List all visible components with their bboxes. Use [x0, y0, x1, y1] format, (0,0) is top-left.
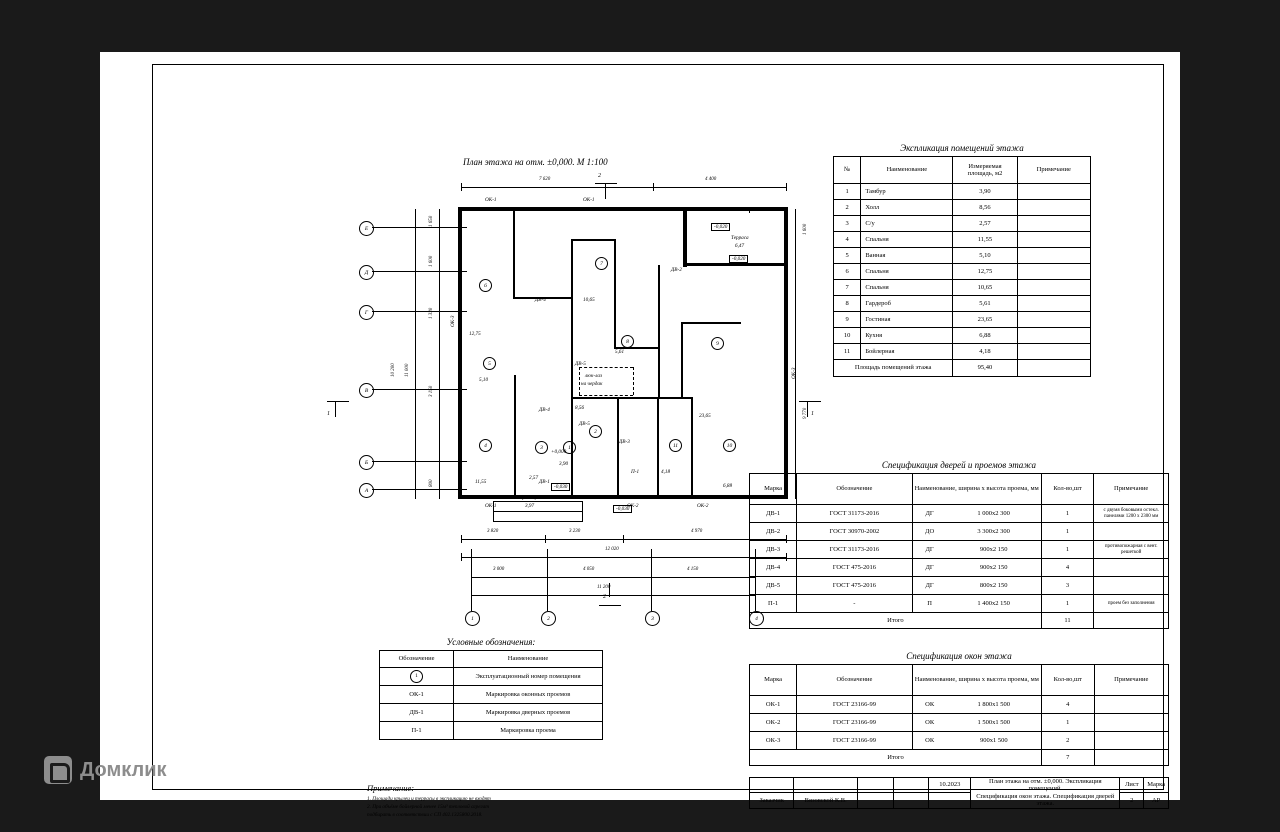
- legend-symbol: [380, 668, 454, 686]
- spec-mark: П-1: [750, 595, 797, 613]
- spec-note: [1094, 696, 1168, 714]
- section-mark-top: 2: [598, 173, 601, 179]
- room-area-4: 11,55: [475, 479, 487, 485]
- room-area-6: 12,75: [469, 331, 481, 337]
- legend-row: [380, 722, 603, 740]
- room-number: 10: [834, 328, 861, 344]
- col-note: Примечание: [1017, 157, 1090, 184]
- stamp-empty-5: [858, 793, 894, 808]
- room-note: [1017, 264, 1090, 280]
- level-mark-plus-zero: +0,000: [551, 449, 567, 455]
- bottom-dim-r1-3: 4 970: [691, 529, 703, 534]
- col-qty: Кол-во,шт: [1041, 474, 1094, 505]
- col-name: Наименование: [454, 651, 603, 668]
- room-note: [1017, 184, 1090, 200]
- room-area: 8,56: [953, 200, 1017, 216]
- room-note: [1017, 200, 1090, 216]
- spec-note: проем без заполнения: [1094, 595, 1169, 613]
- axis-marker-E: Е: [359, 221, 374, 236]
- table-row: [834, 296, 1091, 312]
- spec-standard: ГОСТ 23166-99: [797, 696, 912, 714]
- attic-hatch-sublabel: на чердак: [581, 381, 603, 387]
- table-total-row: [834, 360, 1091, 377]
- stamp-empty-2: [794, 778, 858, 793]
- table-row: [834, 184, 1091, 200]
- spec-size: [912, 732, 1041, 750]
- spec-size-value: 900х2 150: [979, 545, 1008, 553]
- spec-size-type: ДО: [925, 527, 935, 535]
- spec-mark: ОК-1: [750, 696, 797, 714]
- axis-marker-A: А: [359, 483, 374, 498]
- room-name: Холл: [861, 200, 953, 216]
- windows-spec-table: [749, 664, 1169, 766]
- stamp-title-line2: Спецификация окон этажа. Спецификация дверей этажа.: [976, 792, 1115, 808]
- table-row: [834, 248, 1091, 264]
- legend-name: Маркировка проема: [454, 722, 603, 740]
- stamp-customer-label: Заказчик: [750, 793, 794, 808]
- spec-size-type: ДГ: [925, 545, 934, 553]
- room-number: 2: [834, 200, 861, 216]
- spec-standard: ГОСТ 475-2016: [797, 577, 912, 595]
- spec-mark: ОК-3: [750, 732, 797, 750]
- spec-size-type: ОК: [925, 736, 935, 744]
- explication-title: Экспликация помещений этажа: [900, 143, 1024, 153]
- table-header-row: [750, 474, 1169, 505]
- section-mark-left: 1: [327, 411, 330, 417]
- total-qty: 11: [1041, 613, 1094, 629]
- room-name: Бойлерная: [861, 344, 953, 360]
- room-area-7: 10,65: [583, 297, 595, 303]
- room-number: 6: [834, 264, 861, 280]
- col-number: №: [834, 157, 861, 184]
- spec-size: [912, 577, 1041, 595]
- legend-symbol-circle: 1: [410, 670, 423, 683]
- explication-table: [833, 156, 1091, 377]
- window-mark-ok3-c: ОК-2: [627, 503, 639, 509]
- spec-qty: 1: [1041, 505, 1094, 523]
- room-area-5: 5,10: [479, 377, 489, 383]
- room-name: Кухня: [861, 328, 953, 344]
- col-note: Примечание: [1094, 474, 1169, 505]
- window-mark-ok1-b: ОК-1: [583, 197, 595, 203]
- room-area-3: 2,57: [529, 475, 539, 481]
- room-name: Тамбур: [861, 184, 953, 200]
- legend-symbol: П-1: [380, 722, 454, 740]
- spec-standard: ГОСТ 31173-2016: [797, 505, 912, 523]
- bottom-dim-r3-3: 4 150: [687, 567, 699, 572]
- stamp-empty-3: [858, 778, 894, 793]
- terrace-label: Терраса: [731, 235, 749, 241]
- axis-marker-G: Г: [359, 305, 374, 320]
- top-dim-1: 7 620: [539, 177, 551, 182]
- total-label: Итого: [750, 613, 1042, 629]
- room-area: 2,57: [953, 216, 1017, 232]
- bottom-dim-r2-1: 12 020: [605, 547, 619, 552]
- table-row: [834, 216, 1091, 232]
- window-mark-ok3-a: ОК-3: [450, 315, 456, 327]
- room-number-3: 3: [535, 441, 548, 454]
- room-area: 11,55: [953, 232, 1017, 248]
- room-number-6: 6: [479, 279, 492, 292]
- bottom-dim-r1-2: 3 230: [569, 529, 581, 534]
- spec-note: [1094, 732, 1168, 750]
- col-mark: Марка: [750, 474, 797, 505]
- table-row: [750, 577, 1169, 595]
- room-number-8: 8: [621, 335, 634, 348]
- spec-note: [1094, 714, 1168, 732]
- room-number-1: 1: [563, 441, 576, 454]
- table-row: [834, 280, 1091, 296]
- title-block: [749, 777, 1169, 809]
- spec-qty: 1: [1041, 541, 1094, 559]
- left-dim-total-1: 11 000: [405, 363, 410, 377]
- spec-size-type: ОК: [925, 700, 935, 708]
- stamp-title: [971, 778, 1120, 809]
- room-name: Гардероб: [861, 296, 953, 312]
- room-area-8: 5,61: [615, 349, 625, 355]
- room-note: [1017, 328, 1090, 344]
- window-mark-ok3-b: ОК-3: [791, 367, 797, 379]
- spec-size-type: П: [927, 599, 932, 607]
- window-mark-ok1-c: ОК-1: [485, 503, 497, 509]
- note-line-2: 2. При объёме бойлерной менее 15м³ тепловой агрегат: [367, 803, 489, 810]
- col-size: Наименование, ширина х высота проема, мм: [912, 665, 1041, 696]
- level-mark-minus-030b: -0,030: [613, 505, 632, 513]
- room-name: Гостиная: [861, 312, 953, 328]
- table-header-row: [380, 651, 603, 668]
- spec-note: [1094, 577, 1169, 595]
- spec-mark: ОК-2: [750, 714, 797, 732]
- door-mark-dv3: ДВ-3: [619, 439, 630, 445]
- room-area-2: 8,56: [575, 405, 585, 411]
- col-standard: Обозначение: [797, 474, 912, 505]
- legend-name: Маркировка оконных проемов: [454, 686, 603, 704]
- stamp-mark-label: Марка: [1144, 778, 1169, 793]
- legend-row: [380, 686, 603, 704]
- total-note: [1094, 613, 1169, 629]
- room-number: 9: [834, 312, 861, 328]
- sheet-frame: [152, 64, 1166, 818]
- spec-qty: 1: [1041, 714, 1094, 732]
- spec-qty: 4: [1041, 559, 1094, 577]
- spec-size: [912, 595, 1041, 613]
- bottom-dim-r4-1: 11 200: [597, 585, 611, 590]
- room-number: 4: [834, 232, 861, 248]
- windows-spec-block: [749, 651, 1169, 766]
- table-row: [834, 328, 1091, 344]
- left-dim-1: 1 650: [429, 215, 434, 227]
- spec-note: с двумя боковыми остекл. панелями 1200 х 2300 мм: [1094, 505, 1169, 523]
- spec-qty: 2: [1041, 732, 1094, 750]
- left-dim-3: 1 330: [429, 307, 434, 319]
- axis-marker-4: 4: [749, 611, 764, 626]
- spec-size-type: ОК: [925, 718, 935, 726]
- spec-note: [1094, 559, 1169, 577]
- room-number-5: 5: [483, 357, 496, 370]
- col-size: Наименование, ширина х высота проема, мм: [912, 474, 1041, 505]
- door-mark-dv1: ДВ-1: [539, 479, 550, 485]
- note-block: [367, 783, 627, 819]
- spec-standard: ГОСТ 23166-99: [797, 714, 912, 732]
- col-standard: Обозначение: [797, 665, 912, 696]
- room-note: [1017, 280, 1090, 296]
- windows-spec-title: Спецификация окон этажа: [906, 651, 1012, 661]
- door-mark-dv5-b: ДВ-5: [579, 421, 590, 427]
- legend-row: [380, 704, 603, 722]
- stamp-empty-6: [893, 793, 929, 808]
- section-mark-bottom: 2: [603, 594, 606, 600]
- spec-size-value: 3 300х2 300: [977, 527, 1010, 535]
- left-dim-2: 1 600: [429, 255, 434, 267]
- room-number-2: 2: [589, 425, 602, 438]
- axis-marker-B: Б: [359, 455, 374, 470]
- spec-size-type: ДГ: [925, 563, 934, 571]
- spec-standard: ГОСТ 23166-99: [797, 732, 912, 750]
- level-mark-minus-030a: -0,030: [551, 483, 570, 491]
- room-area: 10,65: [953, 280, 1017, 296]
- spec-size: [912, 541, 1041, 559]
- spec-size-value: 1 500х1 500: [977, 718, 1011, 726]
- room-area-11: 4,18: [661, 469, 671, 475]
- room-number: 3: [834, 216, 861, 232]
- spec-size-value: 900х2 150: [979, 563, 1008, 571]
- stamp-mark-value: АР: [1144, 793, 1169, 808]
- axis-marker-V: В: [359, 383, 374, 398]
- room-name: Ванная: [861, 248, 953, 264]
- col-name: Наименование: [861, 157, 953, 184]
- title-block-table: [749, 777, 1169, 809]
- spec-size: [912, 505, 1041, 523]
- note-line-3: подбирать в соответствии с СП 402.1325800.2018.: [367, 811, 483, 818]
- terrace-area: 6,47: [735, 243, 745, 249]
- legend-symbol: ДВ-1: [380, 704, 454, 722]
- spec-size-value: 800х2 150: [979, 581, 1008, 589]
- total-label: Площадь помещений этажа: [834, 360, 953, 377]
- col-area: Измеряемая площадь, м2: [953, 157, 1017, 184]
- room-area: 3,90: [953, 184, 1017, 200]
- spec-size-value: 900х1 500: [979, 736, 1008, 744]
- spec-mark: ДВ-1: [750, 505, 797, 523]
- table-row: [750, 559, 1169, 577]
- table-total-row: [750, 750, 1169, 766]
- total-label: Итого: [750, 750, 1042, 766]
- axis-marker-1: 1: [465, 611, 480, 626]
- room-number-4: 4: [479, 439, 492, 452]
- room-area: 6,88: [953, 328, 1017, 344]
- door-mark-dv5-a: ДВ-5: [575, 361, 586, 367]
- col-mark: Марка: [750, 665, 797, 696]
- spec-size-type: ДГ: [925, 509, 934, 517]
- legend-symbol: ОК-1: [380, 686, 454, 704]
- level-mark-minus-020a: -0,020: [711, 223, 730, 231]
- right-dim-2: 9 770: [803, 407, 808, 419]
- spec-size-value: 1 800х1 500: [977, 700, 1011, 708]
- stamp-row-top: [750, 778, 1169, 793]
- spec-qty: 1: [1041, 595, 1094, 613]
- spec-size: [912, 559, 1041, 577]
- section-mark-right: 1: [811, 411, 814, 417]
- room-name: Спальня: [861, 280, 953, 296]
- top-dim-2: 4 400: [705, 177, 717, 182]
- room-area-9: 23,65: [699, 413, 711, 419]
- porch-label: Крыльцо: [519, 495, 539, 501]
- room-number: 5: [834, 248, 861, 264]
- watermark-text: Домклик: [80, 758, 167, 781]
- doors-spec-table: [749, 473, 1169, 629]
- table-row: [750, 696, 1169, 714]
- stamp-sheet-label: Лист: [1120, 778, 1144, 793]
- doors-spec-block: [749, 460, 1169, 629]
- spec-size: [912, 714, 1041, 732]
- stamp-empty-7: [929, 793, 971, 808]
- room-area: 5,61: [953, 296, 1017, 312]
- right-dim-1: 1 600: [803, 223, 808, 235]
- domclick-logo-icon: [44, 756, 72, 784]
- room-name: Спальня: [861, 232, 953, 248]
- room-note: [1017, 232, 1090, 248]
- level-mark-minus-020b: -0,020: [729, 255, 748, 263]
- spec-mark: ДВ-2: [750, 523, 797, 541]
- plan-title: План этажа на отм. ±0,000. М 1:100: [463, 157, 608, 167]
- spec-size: [912, 523, 1041, 541]
- table-row: [750, 714, 1169, 732]
- stamp-empty-1: [750, 778, 794, 793]
- bottom-dim-r3-2: 4 050: [583, 567, 595, 572]
- room-number-9: 9: [711, 337, 724, 350]
- explication-block: [833, 143, 1091, 377]
- room-area-10: 6,88: [723, 483, 733, 489]
- spec-mark: ДВ-3: [750, 541, 797, 559]
- table-row: [750, 505, 1169, 523]
- room-name: С/у: [861, 216, 953, 232]
- room-area: 23,65: [953, 312, 1017, 328]
- room-number-11: 11: [669, 439, 682, 452]
- spec-mark: ДВ-5: [750, 577, 797, 595]
- spec-qty: 3: [1041, 577, 1094, 595]
- spec-note: [1094, 523, 1169, 541]
- room-note: [1017, 216, 1090, 232]
- door-mark-dv2: ДВ-2: [671, 267, 682, 273]
- attic-hatch-label: люк-лаз: [585, 373, 603, 379]
- room-note: [1017, 312, 1090, 328]
- table-row: [834, 200, 1091, 216]
- table-header-row: [834, 157, 1091, 184]
- stamp-sheet-value: 2: [1120, 793, 1144, 808]
- spec-qty: 1: [1041, 523, 1094, 541]
- legend-row: [380, 668, 603, 686]
- room-name: Спальня: [861, 264, 953, 280]
- table-row: [750, 541, 1169, 559]
- note-line-1: 1. Площади крылец и террасы в экспликацию не входят: [367, 796, 491, 802]
- table-row: [750, 523, 1169, 541]
- note-title: Примечание:: [367, 783, 415, 793]
- spec-standard: ГОСТ 31173-2016: [797, 541, 912, 559]
- door-mark-p1: П-1: [631, 469, 640, 475]
- table-total-row: [750, 613, 1169, 629]
- col-qty: Кол-во,шт: [1041, 665, 1094, 696]
- legend-name: Эксплуатационный номер помещения: [454, 668, 603, 686]
- col-note: Примечание: [1094, 665, 1168, 696]
- legend-name: Маркировка дверных проемов: [454, 704, 603, 722]
- spec-mark: ДВ-4: [750, 559, 797, 577]
- spec-note: противопожарная с вент. решеткой: [1094, 541, 1169, 559]
- total-qty: 7: [1041, 750, 1094, 766]
- room-note: [1017, 344, 1090, 360]
- legend-title: Условные обозначения:: [446, 637, 536, 647]
- stamp-customer-name: Вязовской К.В.: [794, 793, 858, 808]
- room-number: 11: [834, 344, 861, 360]
- spec-qty: 4: [1041, 696, 1094, 714]
- table-row: [750, 732, 1169, 750]
- legend-table: [379, 650, 603, 740]
- table-header-row: [750, 665, 1169, 696]
- room-number-10: 10: [723, 439, 736, 452]
- spec-size-value: 1 400х2 150: [977, 599, 1010, 607]
- room-note: [1017, 248, 1090, 264]
- room-number: 7: [834, 280, 861, 296]
- table-row: [834, 344, 1091, 360]
- room-number: 1: [834, 184, 861, 200]
- stamp-empty-4: [893, 778, 929, 793]
- room-note: [1017, 296, 1090, 312]
- bottom-dim-r1-1: 3 820: [487, 529, 499, 534]
- porch-area: 3,97: [525, 503, 535, 509]
- watermark: [44, 756, 167, 784]
- spec-standard: ГОСТ 475-2016: [797, 559, 912, 577]
- table-row: [834, 264, 1091, 280]
- stamp-date: 10.2023: [929, 778, 971, 793]
- room-area: 5,10: [953, 248, 1017, 264]
- axis-marker-2: 2: [541, 611, 556, 626]
- total-note: [1017, 360, 1090, 377]
- door-mark-dv4-a: ДВ-4: [535, 297, 546, 303]
- table-row: [834, 312, 1091, 328]
- window-mark-ok2-a: ОК-2: [697, 503, 709, 509]
- spec-size-type: ДГ: [925, 581, 934, 589]
- left-dim-4: 3 150: [429, 385, 434, 397]
- legend-block: [379, 637, 603, 740]
- total-note: [1094, 750, 1168, 766]
- stamp-title-line1: План этажа на отм. ±0,000. Экспликация помещений.: [989, 778, 1102, 793]
- room-area: 12,75: [953, 264, 1017, 280]
- room-area: 4,18: [953, 344, 1017, 360]
- room-number: 8: [834, 296, 861, 312]
- table-row: [750, 595, 1169, 613]
- floor-plan: [283, 139, 814, 639]
- spec-size-value: 1 000х2 300: [977, 509, 1010, 517]
- total-value: 95,40: [953, 360, 1017, 377]
- col-symbol: Обозначение: [380, 651, 454, 668]
- axis-marker-D: Д: [359, 265, 374, 280]
- left-dim-5: 800: [429, 479, 434, 487]
- drawing-sheet: [100, 52, 1180, 818]
- spec-standard: -: [797, 595, 912, 613]
- table-row: [834, 232, 1091, 248]
- spec-size: [912, 696, 1041, 714]
- doors-spec-title: Спецификация дверей и проемов этажа: [881, 460, 1037, 470]
- spec-standard: ГОСТ 30970-2002: [797, 523, 912, 541]
- door-mark-dv4-b: ДВ-4: [539, 407, 550, 413]
- axis-marker-3: 3: [645, 611, 660, 626]
- bottom-dim-r3-1: 3 000: [493, 567, 505, 572]
- window-mark-ok1-a: ОК-1: [485, 197, 497, 203]
- left-dim-total-2: 10 200: [391, 363, 396, 377]
- room-number-7: 7: [595, 257, 608, 270]
- room-area-1: 3,90: [559, 461, 569, 467]
